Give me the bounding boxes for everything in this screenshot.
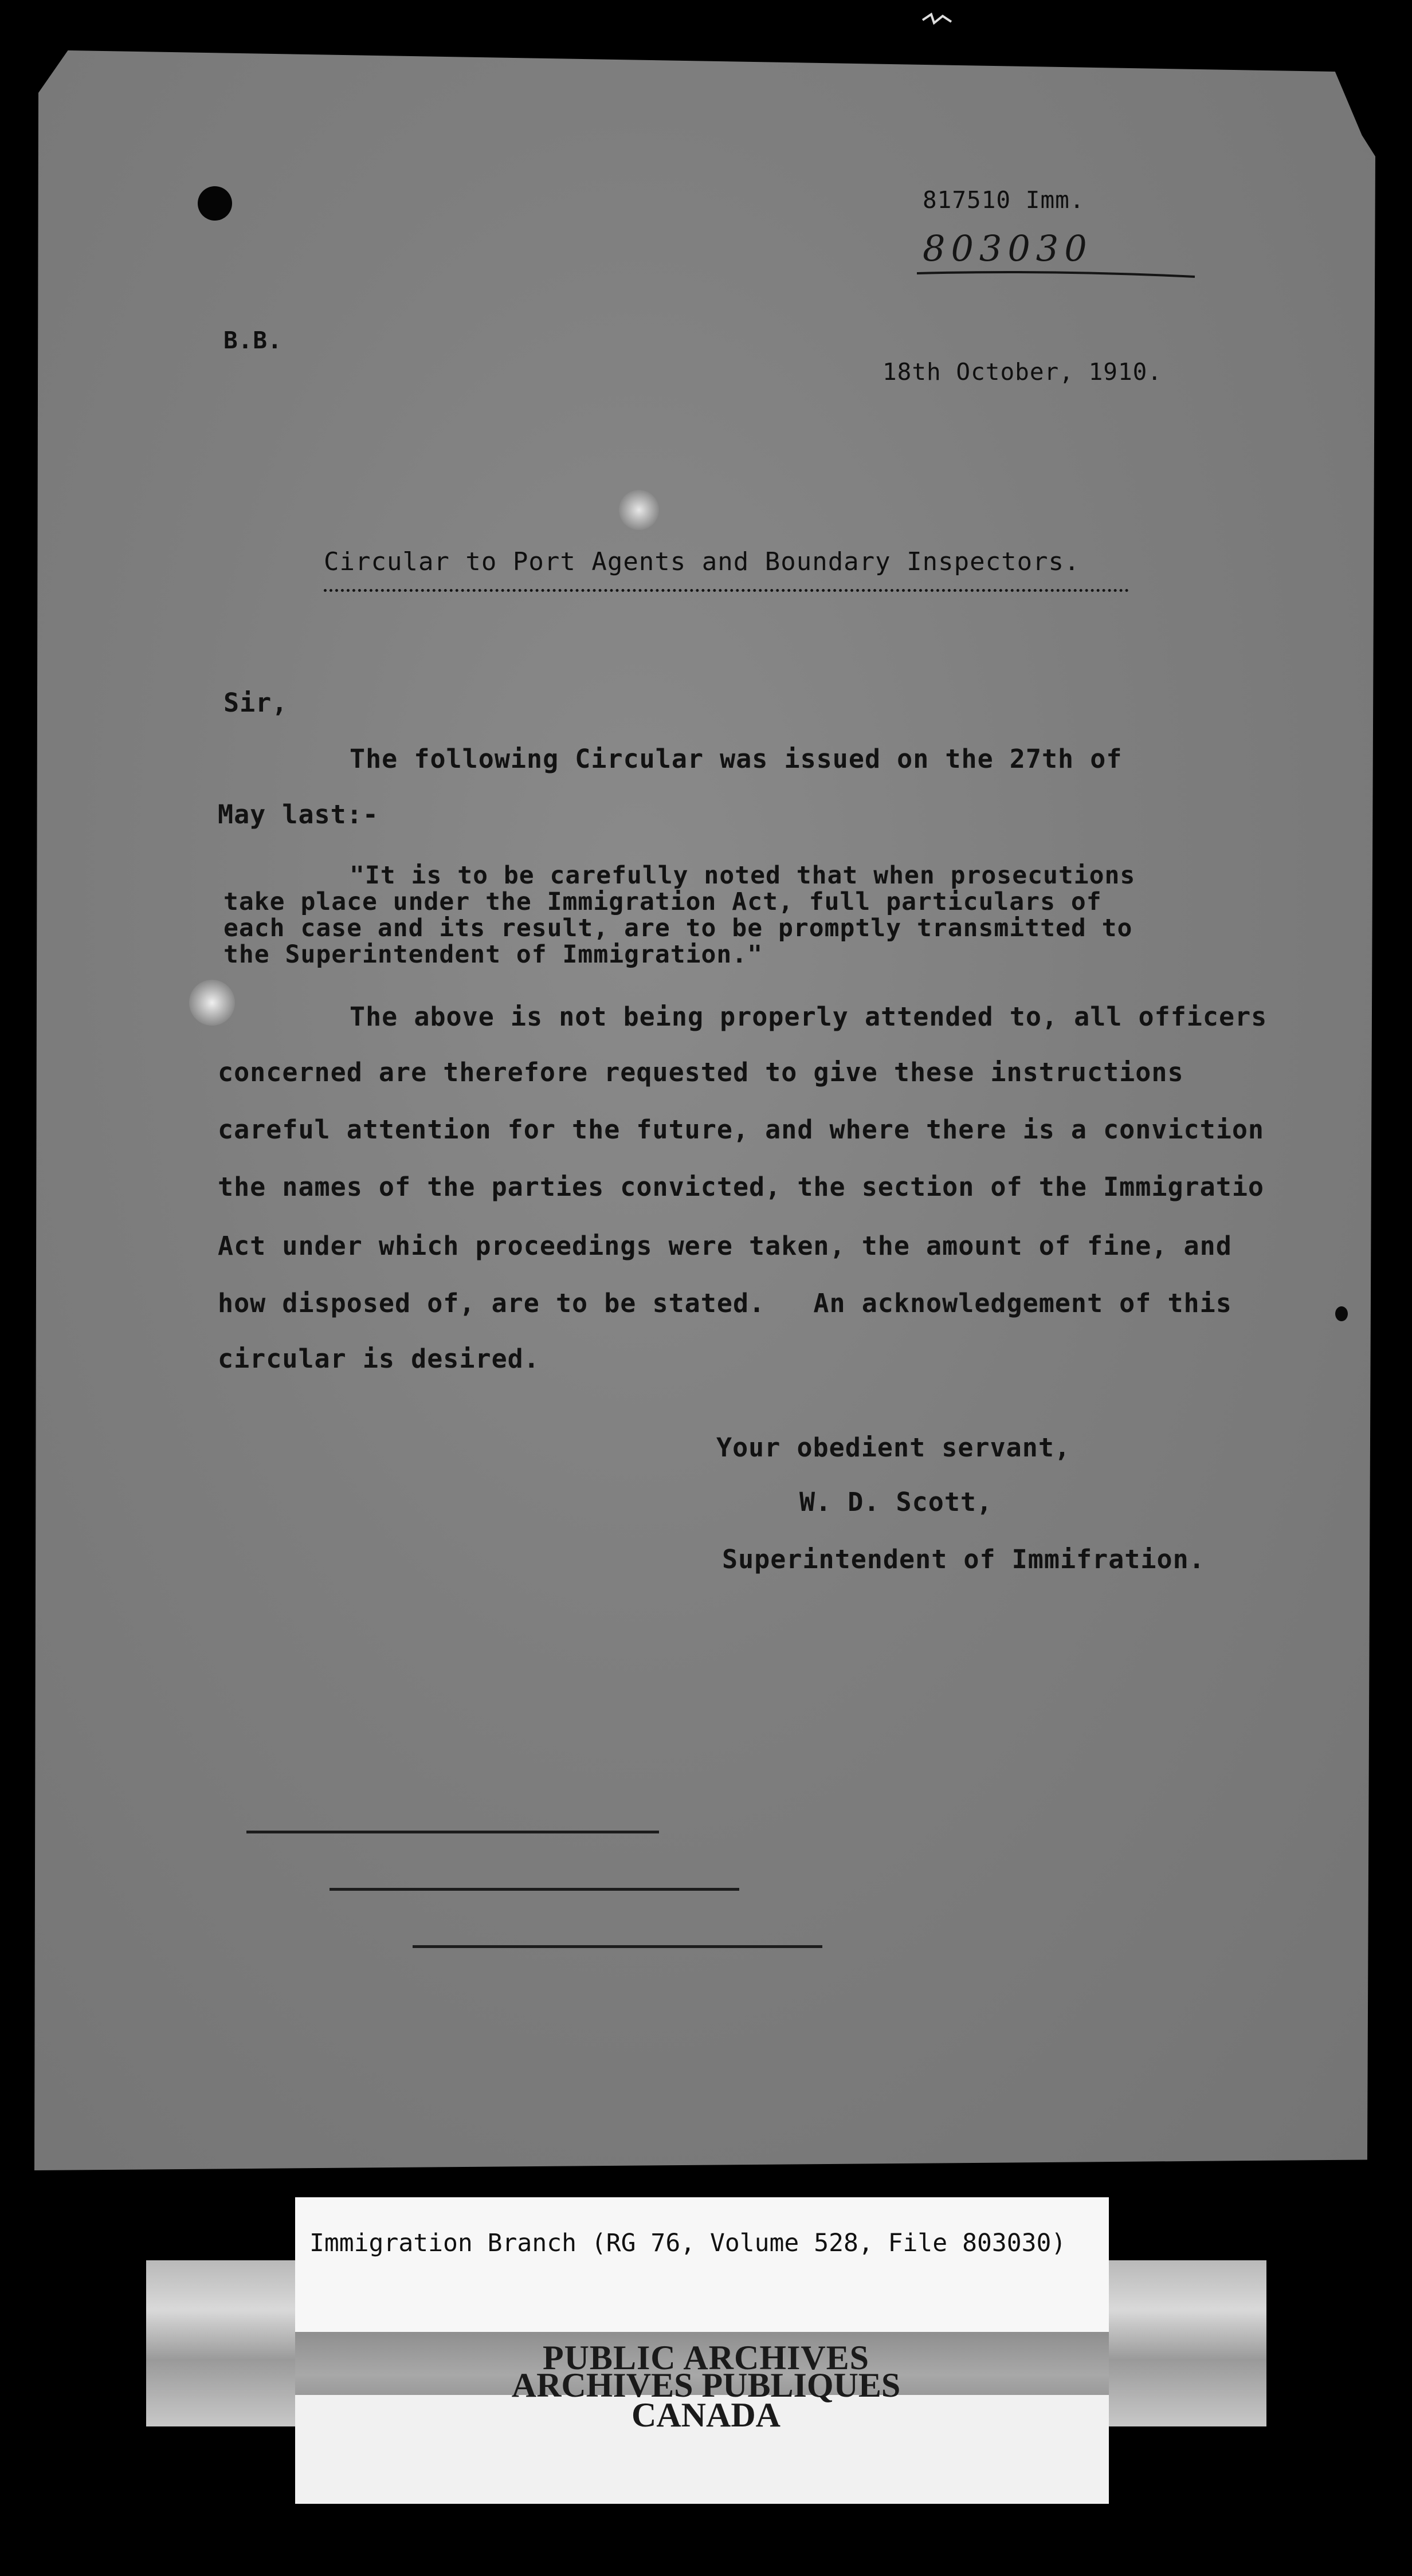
quote-line: each case and its result, are to be promptly transmitted to [223,914,1133,943]
light-spot [189,980,235,1026]
letter-date: 18th October, 1910. [882,358,1162,386]
initials: B.B. [223,327,283,354]
archive-caption: Immigration Branch (RG 76, Volume 528, File 803030) [309,2229,1066,2257]
intro-line: May last:- [218,799,379,830]
light-spot [619,490,659,530]
salutation: Sir, [223,688,288,718]
signatory-title: Superintendent of Immifration. [722,1544,1205,1574]
quote-line: take place under the Immigration Act, full particulars of [223,888,1102,916]
body-line: Act under which proceedings were taken, the amount of fine, and [218,1231,1232,1261]
signatory-name: W. D. Scott, [799,1487,993,1517]
caption-box [295,2197,1109,2332]
top-edge-mark [920,11,954,29]
body-line: The above is not being properly attended to, all officers [350,1002,1268,1032]
edge-mark [1335,1306,1348,1321]
body-line: circular is desired. [218,1344,540,1374]
signature-line [330,1888,739,1891]
document-page [34,50,1375,2170]
archive-stamp-line: ARCHIVES PUBLIQUES [511,2366,901,2404]
quote-line: "It is to be carefully noted that when prosecutions [350,861,1136,890]
quote-line: the Superintendent of Immigration." [223,940,763,969]
signature-line [246,1831,659,1833]
title-underline [324,589,1129,592]
body-line: concerned are therefore requested to give these instructions [218,1057,1184,1087]
handwritten-file-number-text: 803030 [923,227,1093,269]
body-line: how disposed of, are to be stated. An acknowledgement of this [218,1288,1232,1318]
closing: Your obedient servant, [716,1432,1071,1463]
handwritten-file-number [917,226,1203,278]
body-line: careful attention for the future, and where there is a conviction [218,1114,1264,1145]
file-reference: 817510 Imm. [923,186,1085,214]
punch-hole [198,186,232,221]
intro-line: The following Circular was issued on the 27th of [350,744,1123,774]
archive-stamp-line: CANADA [632,2396,780,2434]
signature-line [413,1945,822,1948]
circular-title: Circular to Port Agents and Boundary Inspectors. [324,547,1080,576]
archive-stamp-line: PUBLIC ARCHIVES [542,2339,870,2377]
body-line: the names of the parties convicted, the section of the Immigratio [218,1172,1264,1202]
